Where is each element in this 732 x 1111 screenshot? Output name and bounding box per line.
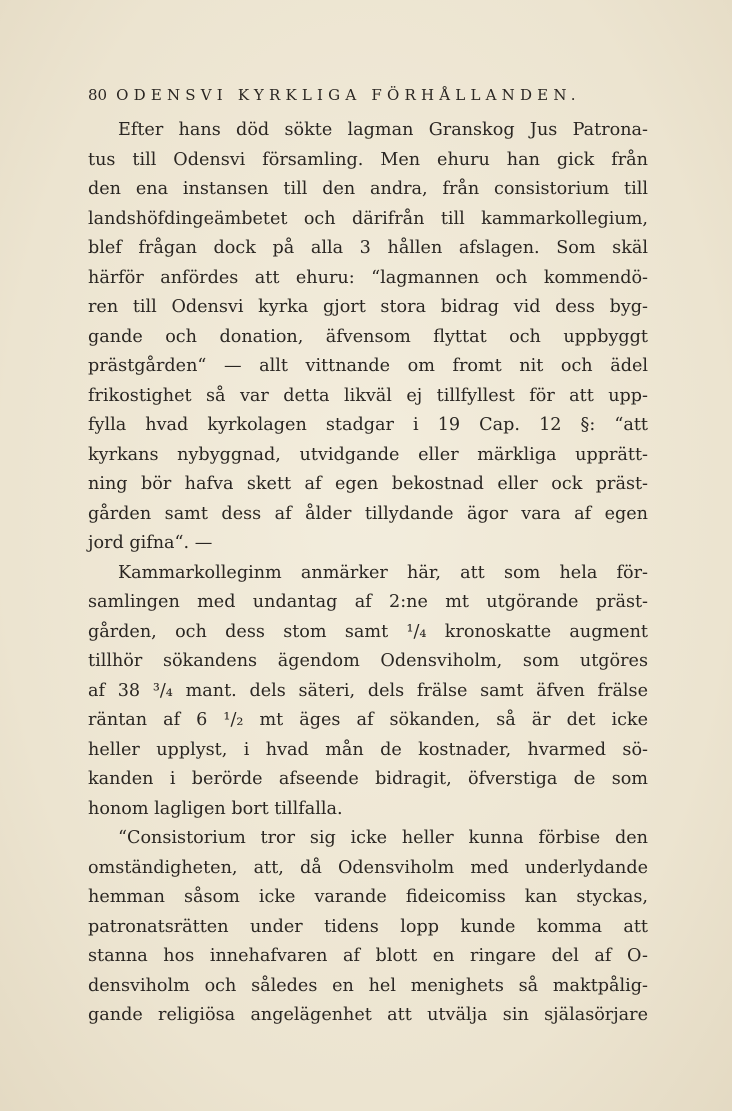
- text-line: kyrkans nybyggnad, utvidgande eller märkliga upprätt-: [88, 444, 648, 465]
- text-line: densviholm och således en hel menighets så maktpålig-: [88, 975, 648, 996]
- text-line: Kammarkolleginm anmärker här, att som hela för-: [118, 562, 648, 583]
- text-line: samlingen med undantag af 2:ne mt utgörande präst-: [88, 592, 648, 612]
- page-number: 80: [88, 86, 108, 104]
- text-line: frikostighet så var detta likväl ej tillfyllest för att upp-: [88, 385, 648, 406]
- running-title: ODENSVI KYRKLIGA FÖRHÅLLANDEN.: [116, 86, 581, 104]
- text-line: jord gifna“. —: [88, 533, 213, 553]
- text-line: räntan af 6 ¹/₂ mt äges af sökanden, så är det icke: [88, 710, 648, 730]
- text-line: blef frågan dock på alla 3 hållen afslagen. Som skäl: [88, 238, 648, 258]
- text-line: gården, och dess stom samt ¹/₄ kronoskatte augment: [88, 621, 648, 642]
- text-line: tus till Odensvi församling. Men ehuru han gick från: [88, 149, 648, 170]
- text-line: tillhör sökandens ägendom Odensviholm, som utgöres: [88, 651, 648, 671]
- text-line: prästgården“ — allt vittnande om fromt nit och ädel: [88, 356, 648, 376]
- body-text: [88, 116, 648, 1031]
- text-line: Efter hans död sökte lagman Granskog Jus Patrona-: [118, 120, 648, 140]
- text-line: hemman såsom icke varande fideicomiss kan styckas,: [88, 887, 648, 907]
- text-line: kanden i berörde afseende bidragit, öfverstiga de som: [88, 769, 648, 789]
- text-line: gande religiösa angelägenhet att utvälja sin själasörjare: [88, 1005, 648, 1025]
- text-line: ning bör hafva skett af egen bekostnad eller ock präst-: [88, 474, 648, 494]
- text-line: honom lagligen bort tillfalla.: [88, 798, 343, 819]
- running-header: [88, 86, 648, 104]
- text-line: “Consistorium tror sig icke heller kunna förbise den: [118, 828, 648, 848]
- text-line: heller upplyst, i hvad mån de kostnader, hvarmed sö-: [88, 739, 648, 760]
- text-line: fylla hvad kyrkolagen stadgar i 19 Cap. 12 §: “att: [88, 415, 648, 435]
- text-line: omständigheten, att, då Odensviholm med underlydande: [88, 857, 648, 878]
- text-line: ren till Odensvi kyrka gjort stora bidrag vid dess byg-: [88, 297, 648, 317]
- text-line: af 38 ³/₄ mant. dels säteri, dels frälse samt äfven frälse: [88, 680, 648, 701]
- text-line: gande och donation, äfvensom flyttat och uppbyggt: [88, 326, 648, 347]
- text-line: härför anfördes att ehuru: “lagmannen och kommendö-: [88, 267, 648, 288]
- text-line: den ena instansen till den andra, från consistorium till: [88, 179, 648, 199]
- text-line: stanna hos innehafvaren af blott en ringare del af O-: [88, 946, 648, 966]
- text-line: patronatsrätten under tidens lopp kunde komma att: [88, 916, 648, 937]
- text-line: landshöfdingeämbetet och därifrån till kammarkollegium,: [88, 208, 648, 229]
- text-line: gården samt dess af ålder tillydande ägor vara af egen: [88, 503, 648, 524]
